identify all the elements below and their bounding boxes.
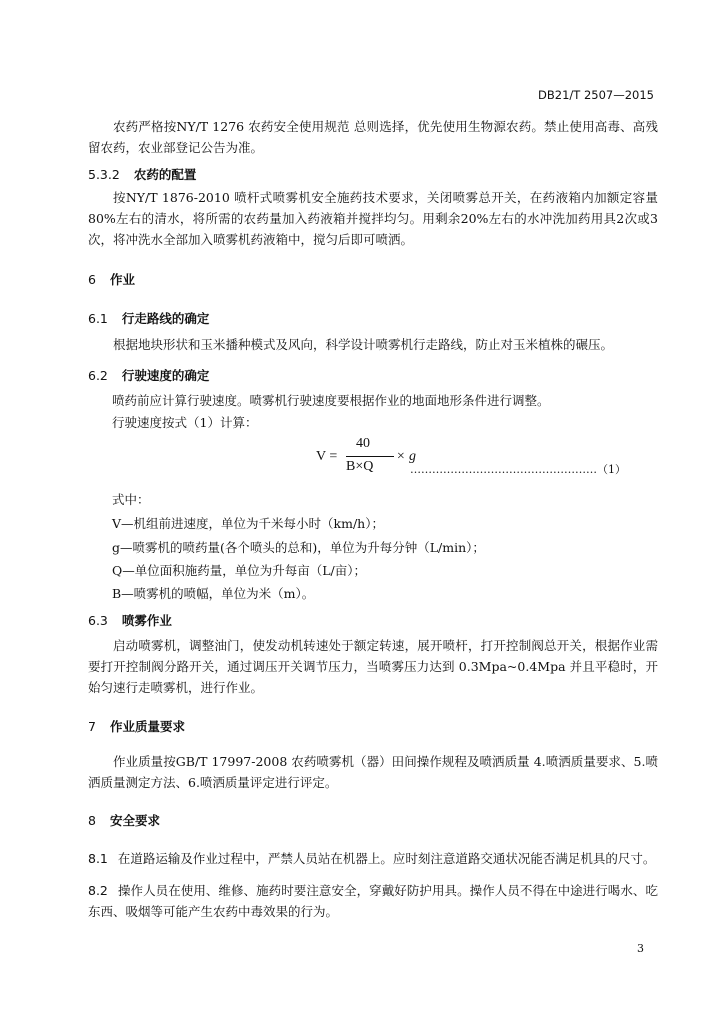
definition-g: g—喷雾机的喷药量(各个喷头的总和)，单位为升每分钟（L/min）； — [112, 540, 485, 555]
section-title: 安全要求 — [109, 813, 160, 828]
formula-numerator: 40 — [356, 436, 370, 451]
section-number: 6 — [88, 272, 96, 287]
formula-denominator: B×Q — [346, 459, 374, 474]
definition-b: B—喷雾机的喷幅，单位为米（m）。 — [112, 586, 315, 601]
definition-v: V—机组前进速度，单位为千米每小时（km/h）； — [112, 516, 384, 531]
heading-7 — [88, 717, 185, 735]
section-title: 行驶速度的确定 — [121, 368, 210, 383]
formula-times-g: × g — [396, 449, 416, 464]
intro-paragraph: 农药严格按NY/T 1276 农药安全使用规范 总则选择，优先使用生物源农药。禁止使用高毒、高残留农药，农业部登记公告为准。 — [88, 119, 658, 155]
section-title: 农药的配置 — [133, 167, 197, 182]
clause-8-2 — [88, 880, 658, 922]
speed-intro-line: 喷药前应计算行驶速度。喷雾机行驶速度要根据作业的地面地形条件进行调整。 — [112, 393, 550, 408]
heading-6-1 — [88, 309, 209, 327]
section-number: 8 — [88, 813, 96, 828]
clause-8-1 — [88, 848, 658, 869]
section-7-paragraph: 作业质量按GB/T 17997-2008 农药喷雾机（器）田间操作规程及喷洒质量 4.喷洒质量要求、5.喷洒质量测定方法、6.喷洒质量评定进行评定。 — [88, 754, 658, 790]
heading-8 — [88, 811, 160, 829]
section-number: 6.1 — [88, 311, 108, 326]
section-number: 6.3 — [88, 613, 108, 628]
section-6-1-paragraph: 根据地块形状和玉米播种模式及风向，科学设计喷雾机行走路线，防止对玉米植株的碾压。 — [113, 337, 614, 352]
page-number: 3 — [637, 942, 644, 955]
heading-5-3-2 — [88, 165, 196, 183]
section-number: 5.3.2 — [88, 167, 120, 182]
section-number: 7 — [88, 719, 96, 734]
clause-text: 操作人员在使用、维修、施药时要注意安全，穿戴好防护用具。操作人员不得在中途进行喝水、吃东西、吸烟等可能产生农药中毒效果的行为。 — [88, 883, 658, 919]
formula-lhs: V = — [316, 449, 338, 464]
where-label: 式中： — [112, 492, 150, 507]
section-title: 行走路线的确定 — [121, 311, 210, 326]
fraction-bar — [346, 456, 394, 457]
section-title: 作业 — [109, 272, 135, 287]
section-title: 作业质量要求 — [109, 719, 185, 734]
formula-reference-line: 行驶速度按式（1）计算： — [112, 415, 258, 430]
section-5-3-2-paragraph: 按NY/T 1876-2010 喷杆式喷雾机安全施药技术要求，关闭喷雾总开关，在药液箱内加额定容量80%左右的清水，将所需的农药量加入药液箱并搅拌均匀。用剩余20%左右的水冲洗加药用具2次或3次，将冲洗水全部加入喷雾机药液箱中，搅匀后即可喷洒。 — [88, 190, 658, 247]
heading-6-2 — [88, 366, 209, 384]
speed-formula — [316, 436, 416, 480]
clause-number: 8.2 — [88, 883, 108, 898]
equation-number: ……………………………………………（1） — [410, 463, 626, 476]
section-title: 喷雾作业 — [121, 613, 172, 628]
section-number: 6.2 — [88, 368, 108, 383]
section-6-3-paragraph: 启动喷雾机，调整油门，使发动机转速处于额定转速，展开喷杆，打开控制阀总开关，根据作业需要打开控制阀分路开关，通过调压开关调节压力，当喷雾压力达到 0.3Mpa~0.4Mpa 并且平稳时，开始匀速行走喷雾机，进行作业。 — [88, 638, 658, 695]
heading-6-3 — [88, 611, 172, 629]
standard-code: DB21/T 2507—2015 — [538, 88, 654, 102]
clause-number: 8.1 — [88, 851, 108, 866]
clause-text: 在道路运输及作业过程中，严禁人员站在机器上。应时刻注意道路交通状况能否满足机具的尺寸。 — [117, 851, 656, 866]
definition-q: Q—单位面积施药量，单位为升每亩（L/亩）； — [112, 563, 367, 578]
heading-6 — [88, 270, 135, 288]
